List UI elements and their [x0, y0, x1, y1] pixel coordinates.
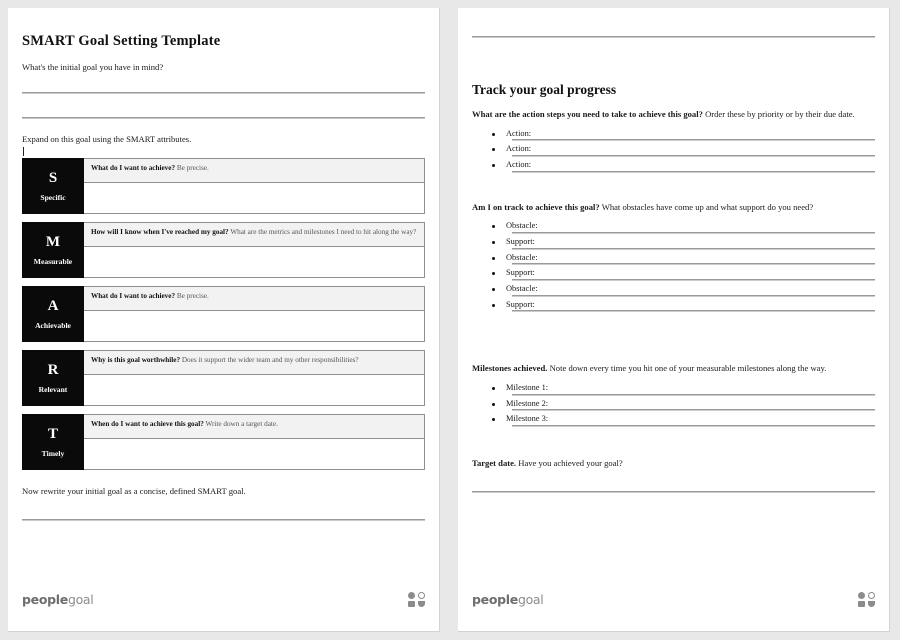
list-item — [472, 253, 875, 266]
on-track-prompt — [472, 202, 875, 213]
table-row — [22, 350, 425, 406]
action-steps-prompt — [472, 109, 875, 120]
list-item — [472, 221, 875, 234]
action-steps-prompt-rest: Order these by priority or by their due date. — [705, 109, 855, 119]
smart-word: Relevant — [38, 385, 68, 395]
list-item-write-line[interactable] — [512, 139, 875, 141]
smart-letter-cell-t — [22, 414, 84, 470]
target-date-prompt — [472, 458, 875, 469]
smart-letter: R — [47, 362, 59, 379]
table-row — [22, 158, 425, 214]
table-row — [22, 286, 425, 342]
list-item-label: Action: — [506, 128, 532, 138]
list-item-write-line[interactable] — [512, 425, 875, 427]
peoplegoal-logo — [22, 592, 93, 607]
smart-prompt-bold: Why is this goal worthwhile? — [91, 356, 181, 365]
list-item — [472, 160, 875, 173]
smart-letter: A — [47, 298, 59, 315]
smart-answer-field-r[interactable] — [84, 375, 424, 405]
page-footer-left — [22, 577, 425, 621]
logo-text-light: goal — [67, 591, 94, 607]
list-item-write-line[interactable] — [512, 263, 875, 265]
smart-prompt — [84, 287, 424, 311]
obstacles-support-list — [472, 221, 875, 312]
smart-prompt-rest: Write down a target date. — [205, 420, 278, 429]
smart-answer-field-a[interactable] — [84, 311, 424, 341]
list-item-write-line[interactable] — [512, 295, 875, 297]
smart-word: Achievable — [35, 321, 71, 331]
people-group-icon — [408, 592, 425, 607]
page-title: SMART Goal Setting Template — [22, 33, 221, 49]
list-item-label: Action: — [506, 144, 532, 154]
list-item-label: Support: — [506, 299, 535, 309]
smart-prompt-rest: Be precise. — [176, 164, 209, 173]
list-item-write-line[interactable] — [512, 155, 875, 157]
smart-answer-field-s[interactable] — [84, 183, 424, 213]
page-right — [458, 8, 890, 632]
smart-prompt-bold: When do I want to achieve this goal? — [91, 420, 204, 429]
list-item — [472, 399, 875, 412]
list-item-label: Obstacle: — [506, 284, 538, 294]
milestones-list — [472, 383, 875, 427]
initial-goal-prompt: What's the initial goal you have in mind? — [22, 62, 164, 72]
list-item-write-line[interactable] — [512, 171, 875, 173]
on-track-prompt-bold: Am I on track to achieve this goal? — [472, 201, 600, 212]
smart-letter-cell-a — [22, 286, 84, 342]
smart-answer-field-t[interactable] — [84, 439, 424, 469]
smart-letter-cell-r — [22, 350, 84, 406]
table-row — [22, 222, 425, 278]
list-item-label: Obstacle: — [506, 252, 538, 262]
logo-text-light: goal — [517, 591, 544, 607]
logo-text-bold: people — [22, 591, 68, 607]
milestones-prompt-rest: Note down every time you hit one of your measurable milestones along the way. — [549, 363, 827, 374]
list-item-write-line[interactable] — [512, 232, 875, 234]
on-track-prompt-rest: What obstacles have come up and what support do you need? — [601, 201, 814, 212]
smart-letter-cell-m — [22, 222, 84, 278]
smart-prompt-rest: Be precise. — [176, 292, 209, 301]
text-caret — [23, 147, 24, 156]
action-steps-list — [472, 129, 875, 173]
list-item-label: Milestone 1: — [506, 383, 549, 393]
smart-prompt-bold: How will I know when I've reached my goal? — [91, 228, 229, 237]
smart-letter: T — [47, 426, 58, 443]
smart-word: Timely — [41, 449, 65, 459]
smart-answer-field-m[interactable] — [84, 247, 424, 277]
peoplegoal-logo — [472, 592, 543, 607]
list-item — [472, 300, 875, 313]
smart-letter: M — [45, 234, 61, 251]
list-item-write-line[interactable] — [512, 310, 875, 312]
milestones-prompt-bold: Milestones achieved. — [472, 363, 548, 374]
list-item-label: Milestone 3: — [506, 414, 549, 424]
smart-attributes-table — [22, 158, 425, 470]
people-group-icon — [858, 592, 875, 607]
smart-prompt — [84, 223, 424, 247]
list-item-label: Obstacle: — [506, 221, 538, 231]
list-item — [472, 414, 875, 427]
smart-prompt-bold: What do I want to achieve? — [91, 292, 176, 301]
target-date-prompt-bold: Target date. — [472, 458, 517, 469]
smart-word: Specific — [40, 193, 66, 203]
list-item — [472, 144, 875, 157]
target-date-line[interactable] — [472, 491, 875, 493]
list-item-write-line[interactable] — [512, 248, 875, 250]
action-steps-prompt-bold: What are the action steps you need to take to achieve this goal? — [472, 109, 703, 119]
list-item-label: Milestone 2: — [506, 398, 549, 408]
list-item-label: Support: — [506, 268, 535, 278]
smart-letter-cell-s — [22, 158, 84, 214]
target-date-prompt-rest: Have you achieved your goal? — [518, 458, 623, 469]
rewrite-goal-line[interactable] — [22, 519, 425, 521]
smart-prompt — [84, 415, 424, 439]
list-item — [472, 129, 875, 142]
milestones-prompt — [472, 363, 875, 374]
section-title-track-progress: Track your goal progress — [472, 82, 617, 97]
smart-prompt-rest: Does it support the wider team and my other responsibilities? — [181, 356, 359, 365]
list-item — [472, 383, 875, 396]
smart-prompt-bold: What do I want to achieve? — [91, 164, 176, 173]
table-row — [22, 414, 425, 470]
list-item-label: Support: — [506, 237, 535, 247]
logo-text-bold: people — [472, 591, 518, 607]
smart-prompt — [84, 351, 424, 375]
smart-word: Measurable — [33, 257, 73, 267]
smart-prompt — [84, 159, 424, 183]
list-item — [472, 237, 875, 250]
smart-prompt-rest: What are the metrics and milestones I need to hit along the way? — [230, 228, 417, 237]
list-item-label: Action: — [506, 160, 532, 170]
expand-goal-prompt: Expand on this goal using the SMART attributes. — [22, 133, 192, 144]
smart-letter: S — [48, 170, 58, 187]
page-left — [8, 8, 440, 632]
list-item-write-line[interactable] — [512, 394, 875, 396]
rewrite-goal-prompt: Now rewrite your initial goal as a concise, defined SMART goal. — [22, 486, 246, 497]
page-footer-right — [472, 577, 875, 621]
list-item-write-line[interactable] — [512, 409, 875, 411]
list-item — [472, 268, 875, 281]
list-item-write-line[interactable] — [512, 279, 875, 281]
list-item — [472, 284, 875, 297]
